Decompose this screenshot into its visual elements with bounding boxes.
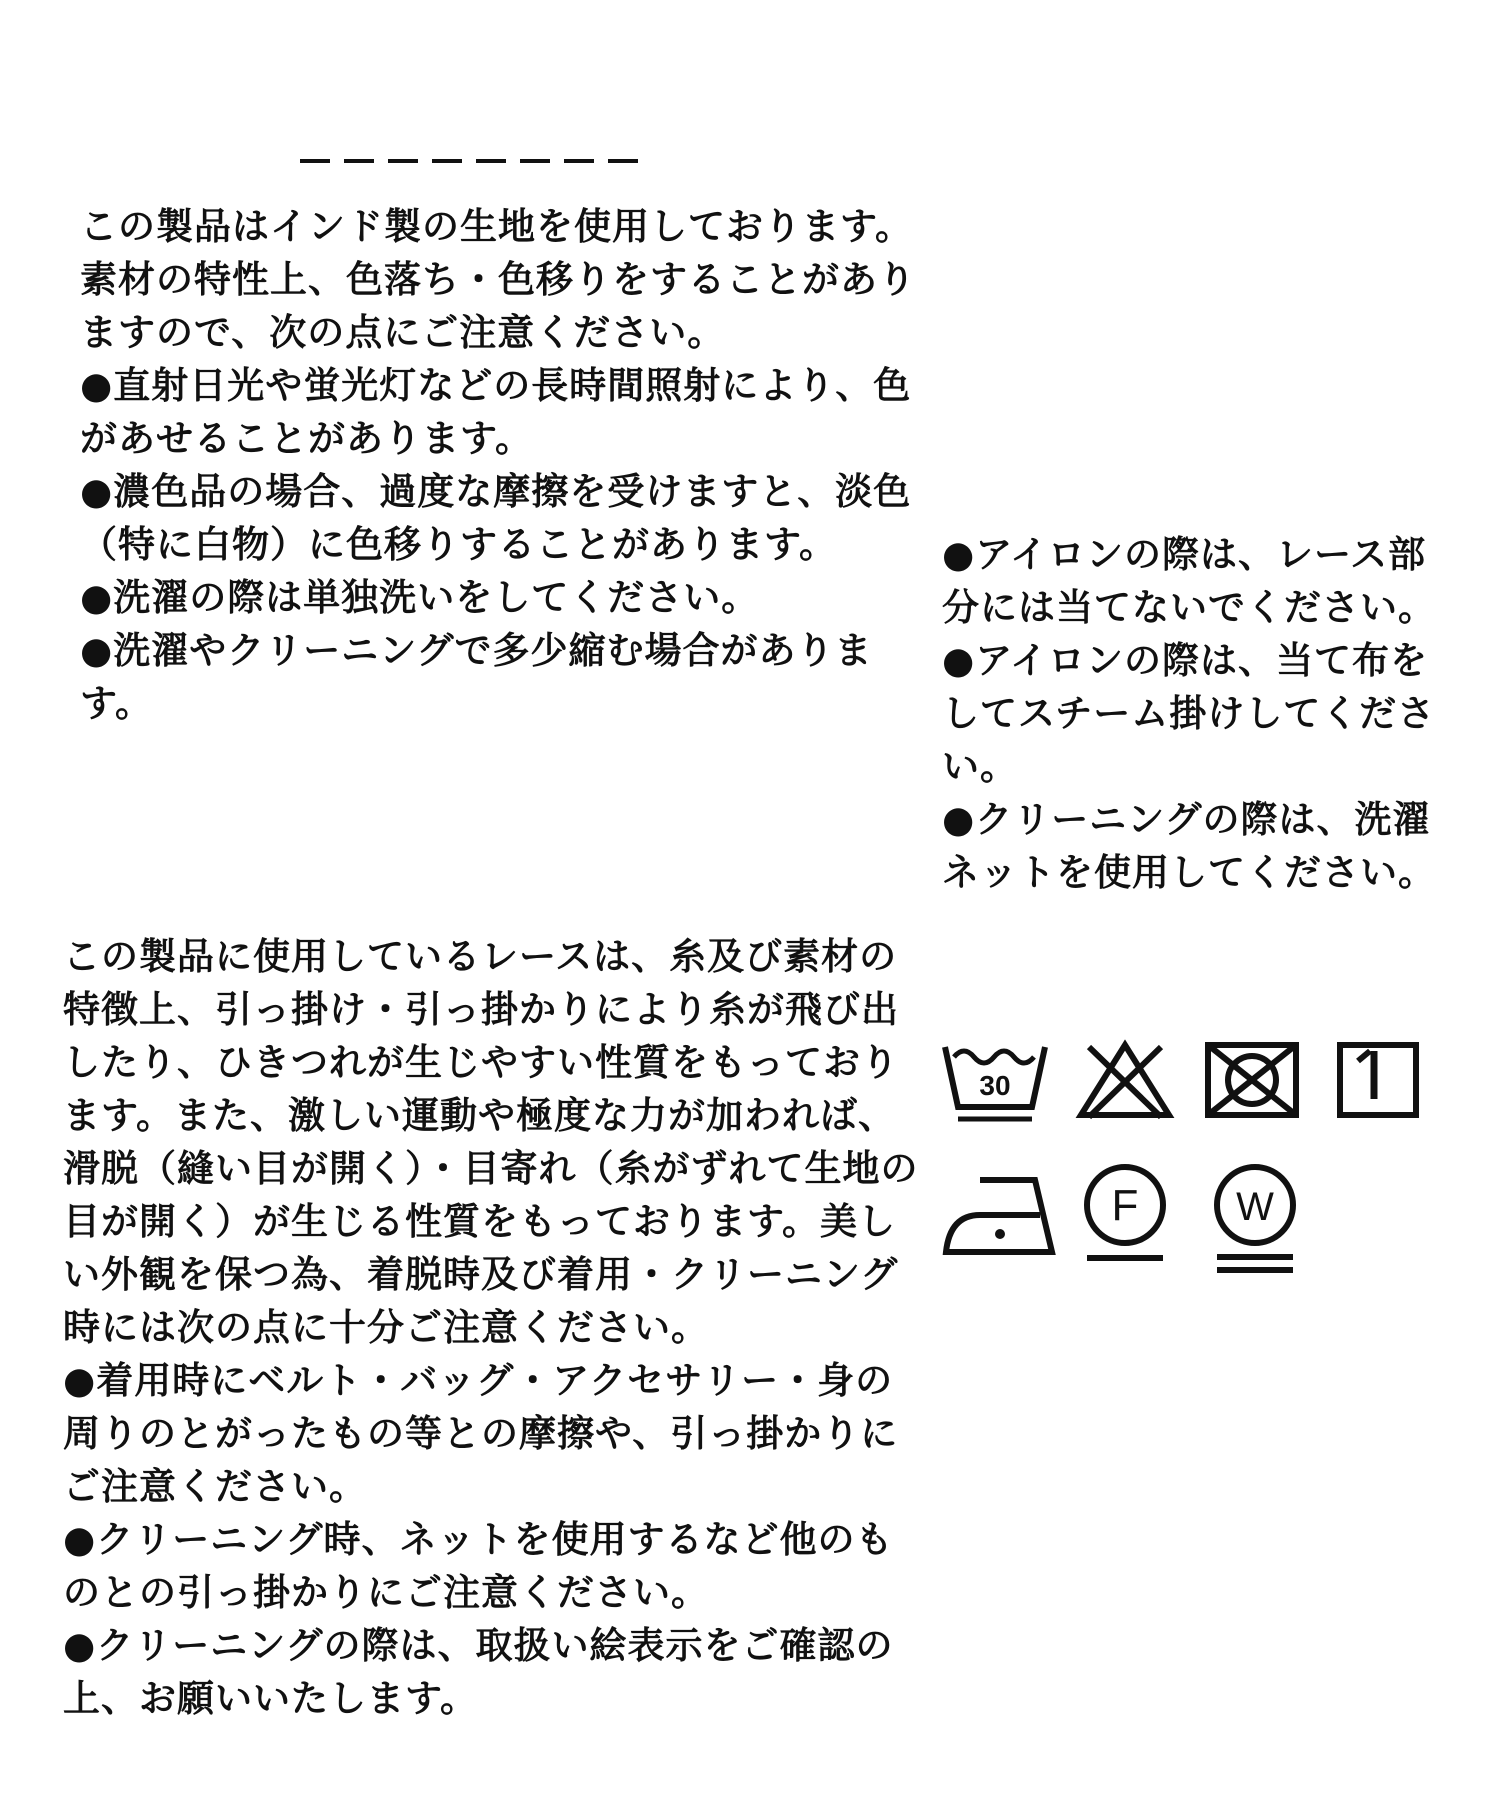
fabric-notice-bullet-4: ●洗濯やクリーニングで多少縮む場合があります。 xyxy=(80,629,873,725)
iron-notice-bullet-3: ●クリーニングの際は、洗濯ネットを使用してください。 xyxy=(942,798,1436,894)
dryclean-f-label: F xyxy=(1111,1181,1139,1230)
no-bleach-icon xyxy=(1075,1039,1175,1121)
wash-tub-30-icon xyxy=(940,1035,1050,1135)
wash-temp-label: 30 xyxy=(979,1070,1011,1101)
dryclean-f-icon xyxy=(1075,1160,1175,1270)
fabric-notice-intro: この製品はインド製の生地を使用しております。素材の特性上、色落ち・色移りをすることがありますので、次の点にご注意ください。 xyxy=(80,205,916,354)
fabric-notice-bullet-2: ●濃色品の場合、過度な摩擦を受けますと、淡色（特に白物）に色移りすることがあります。 xyxy=(80,470,912,566)
cropped-header-fragment xyxy=(300,158,720,170)
wetclean-w-icon xyxy=(1205,1160,1305,1280)
iron-low-icon xyxy=(940,1170,1060,1260)
line-dry-icon xyxy=(1334,1039,1424,1121)
lace-notice-intro: この製品に使用しているレースは、糸及び素材の特徴上、引っ掛け・引っ掛かりにより糸が飛び出したり、ひきつれが生じやすい性質をもっております。また、激しい運動や極度な力が加われば、滑脱（縫い目が開く）・目寄れ（糸がずれて生地の目が開く）が生じる性質をもっております。美しい外観を保つ為、着脱時及び着用・クリーニング時には次の点に十分ご注意ください。 xyxy=(63,935,919,1349)
iron-notice-block xyxy=(942,528,1462,899)
fabric-notice-block xyxy=(80,200,920,730)
iron-notice-bullet-2: ●アイロンの際は、当て布をしてスチーム掛けしてください。 xyxy=(942,639,1436,788)
fabric-notice-bullet-1: ●直射日光や蛍光灯などの長時間照射により、色があせることがあります。 xyxy=(80,364,912,460)
lace-notice-bullet-2: ●クリーニング時、ネットを使用するなど他のものとの引っ掛かりにご注意ください。 xyxy=(63,1518,894,1614)
wetclean-w-label: W xyxy=(1236,1185,1274,1229)
lace-notice-bullet-1: ●着用時にベルト・バッグ・アクセサリー・身の周りのとがったもの等との摩擦や、引っ掛かりにご注意ください。 xyxy=(63,1359,899,1508)
lace-notice-bullet-3: ●クリーニングの際は、取扱い絵表示をご確認の上、お願いいたします。 xyxy=(63,1624,894,1720)
no-tumble-dry-icon xyxy=(1202,1039,1302,1121)
fabric-notice-bullet-3: ●洗濯の際は単独洗いをしてください。 xyxy=(80,576,760,619)
care-symbols-panel xyxy=(940,1035,1460,1295)
lace-notice-block xyxy=(63,930,923,1725)
iron-notice-bullet-1: ●アイロンの際は、レース部分には当てないでください。 xyxy=(942,533,1436,629)
